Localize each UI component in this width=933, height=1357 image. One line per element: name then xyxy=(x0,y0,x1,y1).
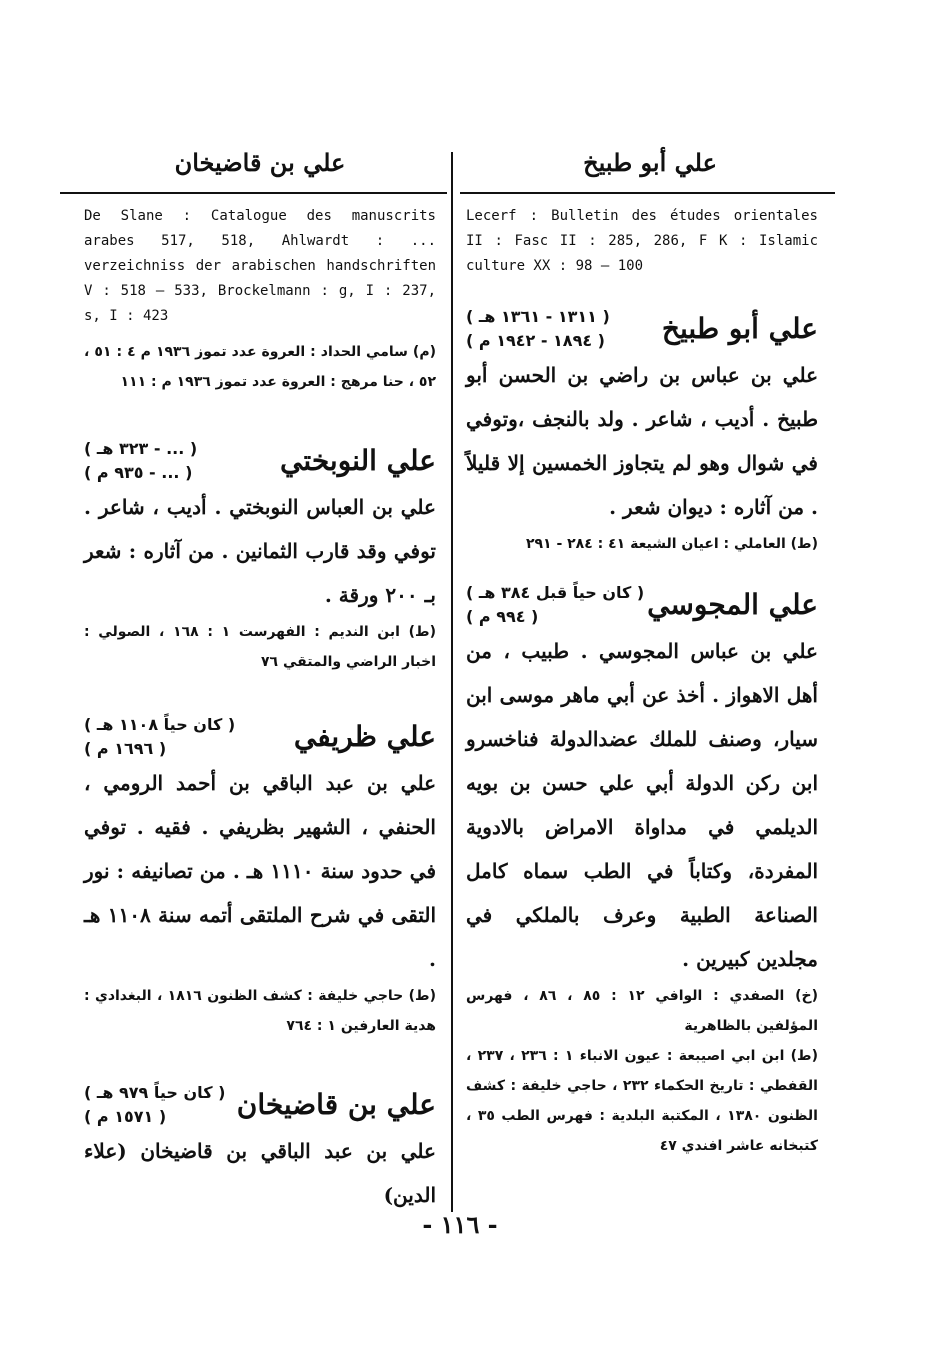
entry-reference: (م) سامي الحداد : العروة عدد تموز ١٩٣٦ م ٤ : ٥١ ، ٥٢ ، حنا مرهج : العروة عدد تموز ١٩٣٦ م : ١١١ xyxy=(84,344,436,390)
entry-reference: (ط) حاجي خليفة : كشف الظنون ١٨١٦ ، البغدادي : هدية العارفين ١ : ٧٦٤ xyxy=(84,988,436,1034)
left-column xyxy=(84,204,436,1217)
entry-name: علي بن قاضيخان xyxy=(236,1088,436,1121)
hijri-dates: ( كان حياً ١١٠٨ هـ ) xyxy=(84,715,236,734)
entry-reference: (ط) ابن ابي اصيبعة : عيون الانباء ١ : ٢٣٦ ، ٢٣٧ ، القفطي : تاريخ الحكماء ٢٣٢ ، حاجي خليفة : كشف الظنون ١٣٨٠ ، المكتبة البلدية : فهرس الطب ٣٥ ، كتبخانه عاشر افندي ٤٧ xyxy=(466,1048,818,1154)
running-header-right: علي أبو طبيخ xyxy=(583,148,717,177)
header-rule-right xyxy=(460,192,835,194)
gregorian-dates: ( ٩٩٤ م ) xyxy=(466,607,539,626)
entry-name: علي ظريفي xyxy=(293,720,436,753)
column-divider xyxy=(451,152,453,1212)
hijri-dates: ( ... - ٣٢٣ هـ ) xyxy=(84,439,198,458)
latin-reference: Lecerf : Bulletin des études orientales II : Fasc II : 285, 286, F K : Islamic culture XX : 98 — 100 xyxy=(466,208,818,274)
entry-dates xyxy=(466,305,610,353)
entry-heading xyxy=(84,713,436,761)
entry-dates xyxy=(84,713,235,761)
hijri-dates: ( كان حياً قبل ٣٨٤ هـ ) xyxy=(466,583,645,602)
entry-body: علي بن العباس النوبختي . أديب ، شاعر . توفي وقد قارب الثمانين . من آثاره : شعر بـ ٢٠٠ ورقة . xyxy=(84,495,436,607)
gregorian-dates: ( ١٦٩٦ م ) xyxy=(84,739,167,758)
entry-heading xyxy=(84,1081,436,1129)
entry-dates xyxy=(84,437,197,485)
right-column xyxy=(466,204,818,1161)
entry-body: علي بن عباس بن راضي بن الحسن أبو طبيخ . أديب ، شاعر . ولد بالنجف ،وتوفي في شوال وهو لم يتجاوز الخمسين إلا قليلاً . من آثاره : ديوان شعر . xyxy=(466,363,818,519)
entry-heading xyxy=(466,581,818,629)
entry-reference: (خ) الصفدي : الوافي ١٢ : ٨٥ ، ٨٦ ، فهرس المؤلفين بالظاهرية xyxy=(466,988,818,1034)
header-rule-left xyxy=(60,192,447,194)
entry-name: علي أبو طبيخ xyxy=(661,312,818,345)
entry-heading xyxy=(466,305,818,353)
entry-name: علي النوبختي xyxy=(280,444,436,477)
latin-reference: De Slane : Catalogue des manuscrits arabes 517, 518, Ahlwardt : ... verzeichniss der arabischen handschriften V : 518 — 533, Brockelmann : g, I : 237, s, I : 423 xyxy=(84,208,436,324)
hijri-dates: ( ١٣١١ - ١٣٦١ هـ ) xyxy=(466,307,610,326)
entry-dates xyxy=(84,1081,225,1129)
entry-dates xyxy=(466,581,644,629)
entry-name: علي المجوسي xyxy=(647,588,818,621)
entry-body: علي بن عبد الباقي بن قاضيخان (علاء الدين) xyxy=(84,1139,436,1207)
entry-body: علي بن عباس المجوسي . طبيب ، من أهل الاهواز . أخذ عن أبي ماهر موسى ابن سيار، وصنف للملك عضدالدولة فناخسرو ابن ركن الدولة أبي علي حسن بن بويه الديلمي في مداواة الامراض بالادوية المفردة، وكتاباً في الطب سماه كامل الصناعة الطبية وعرف بالملكي في مجلدين كبيرين . xyxy=(466,639,818,971)
entry-heading xyxy=(84,437,436,485)
gregorian-dates: ( ١٨٩٤ - ١٩٤٢ م ) xyxy=(466,331,605,350)
running-header-left: علي بن قاضيخان xyxy=(174,148,346,177)
hijri-dates: ( كان حياً ٩٧٩ هـ ) xyxy=(84,1083,226,1102)
gregorian-dates: ( ... - ٩٣٥ م ) xyxy=(84,463,193,482)
entry-reference: (ط) ابن النديم : الفهرست ١ : ١٦٨ ، الصولي : اخبار الراضي والمتقي ٧٦ xyxy=(84,624,436,670)
gregorian-dates: ( ١٥٧١ م ) xyxy=(84,1107,167,1126)
entry-reference: (ط) العاملي : اعيان الشيعة ٤١ : ٢٨٤ - ٢٩١ xyxy=(525,536,818,552)
entry-body: علي بن عبد الباقي بن أحمد الرومي ، الحنفي ، الشهير بظريفي . فقيه . توفي في حدود سنة ١١١٠ هـ . من تصانيفه : نور التقى في شرح الملتقى أتمه سنة ١١٠٨ هـ . xyxy=(84,771,437,971)
page-number: - ١١٦ - xyxy=(422,1210,498,1239)
